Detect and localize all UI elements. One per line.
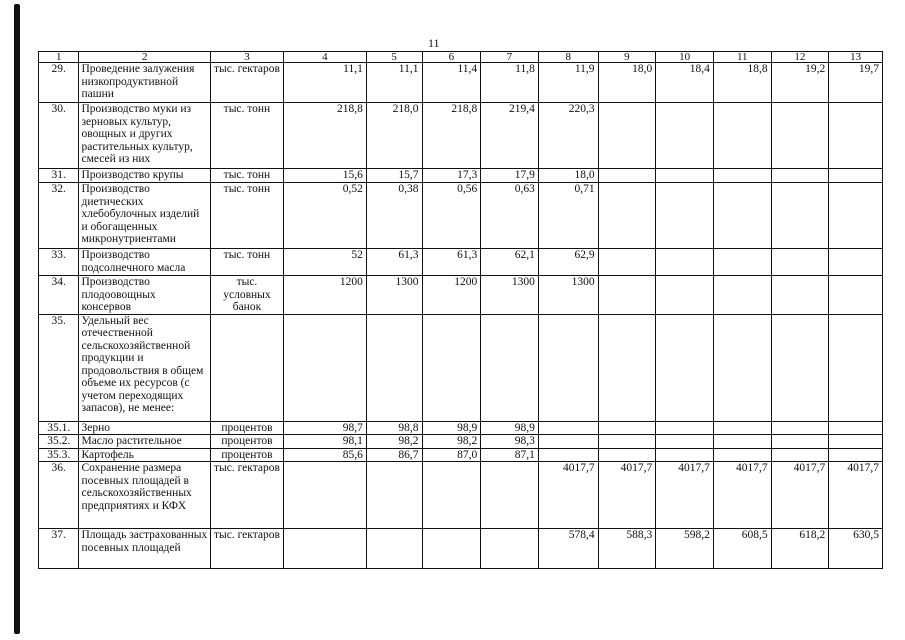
value-cell [481,314,539,421]
value-cell: 11,1 [283,63,366,103]
value-cell: 15,7 [366,169,422,183]
indicator-name-cell: Масло растительное [79,435,211,449]
value-cell: 11,4 [422,63,481,103]
row-index-cell: 35.2. [39,435,79,449]
value-cell: 0,63 [481,183,539,249]
table-row [39,314,883,421]
value-cell [538,421,598,435]
row-index-cell: 29. [39,63,79,103]
value-cell: 0,38 [366,183,422,249]
value-cell [656,435,714,449]
table-row [39,249,883,276]
unit-cell: тыс. гектаров [211,529,284,569]
value-cell [283,314,366,421]
table-row [39,421,883,435]
value-cell [656,421,714,435]
value-cell [598,276,656,315]
column-header: 5 [366,52,422,63]
value-cell [366,529,422,569]
value-cell [598,448,656,462]
value-cell [538,448,598,462]
value-cell: 4017,7 [656,462,714,529]
value-cell: 18,8 [713,63,771,103]
unit-cell: тыс. тонн [211,183,284,249]
value-cell [713,314,771,421]
table-row [39,63,883,103]
value-cell: 11,9 [538,63,598,103]
value-cell [771,183,829,249]
value-cell: 19,7 [829,63,883,103]
value-cell: 61,3 [422,249,481,276]
value-cell [656,448,714,462]
column-header: 9 [598,52,656,63]
row-index-cell: 36. [39,462,79,529]
value-cell [829,448,883,462]
value-cell [481,529,539,569]
value-cell [771,103,829,169]
value-cell [538,435,598,449]
value-cell: 0,71 [538,183,598,249]
value-cell [656,183,714,249]
value-cell: 4017,7 [771,462,829,529]
value-cell: 0,52 [283,183,366,249]
table-row [39,448,883,462]
column-header: 7 [481,52,539,63]
value-cell [713,183,771,249]
value-cell: 17,3 [422,169,481,183]
column-header: 11 [713,52,771,63]
unit-cell: тыс. гектаров [211,462,284,529]
value-cell: 1300 [538,276,598,315]
value-cell [366,462,422,529]
table-row [39,276,883,315]
value-cell [422,529,481,569]
table-row [39,183,883,249]
value-cell: 218,0 [366,103,422,169]
value-cell: 218,8 [283,103,366,169]
value-cell [829,169,883,183]
value-cell [422,314,481,421]
value-cell [598,421,656,435]
indicator-name-cell: Картофель [79,448,211,462]
value-cell: 98,9 [422,421,481,435]
value-cell: 15,6 [283,169,366,183]
value-cell: 1200 [283,276,366,315]
table-row [39,462,883,529]
value-cell: 1300 [481,276,539,315]
value-cell: 61,3 [366,249,422,276]
row-index-cell: 33. [39,249,79,276]
value-cell: 1200 [422,276,481,315]
value-cell [656,249,714,276]
value-cell [598,183,656,249]
value-cell [713,103,771,169]
value-cell [283,462,366,529]
value-cell: 19,2 [771,63,829,103]
unit-cell [211,314,284,421]
indicator-name-cell: Зерно [79,421,211,435]
row-index-cell: 35.3. [39,448,79,462]
table-row [39,435,883,449]
row-index-cell: 34. [39,276,79,315]
unit-cell: тыс. тонн [211,169,284,183]
value-cell: 11,8 [481,63,539,103]
table-row [39,169,883,183]
value-cell: 578,4 [538,529,598,569]
value-cell [713,448,771,462]
value-cell: 98,8 [366,421,422,435]
indicators-table [38,51,883,569]
value-cell [598,314,656,421]
value-cell: 52 [283,249,366,276]
column-header: 10 [656,52,714,63]
row-index-cell: 35. [39,314,79,421]
value-cell: 218,8 [422,103,481,169]
value-cell: 618,2 [771,529,829,569]
table-row [39,529,883,569]
value-cell: 4017,7 [538,462,598,529]
value-cell: 219,4 [481,103,539,169]
indicator-name-cell: Производство плодоовощных консервов [79,276,211,315]
column-header: 12 [771,52,829,63]
value-cell: 98,3 [481,435,539,449]
column-header: 6 [422,52,481,63]
value-cell [771,314,829,421]
value-cell [829,435,883,449]
value-cell: 98,7 [283,421,366,435]
value-cell: 220,3 [538,103,598,169]
value-cell [713,435,771,449]
indicator-name-cell: Производство диетических хлебобулочных изделий и обогащенных микронутриентами [79,183,211,249]
value-cell: 630,5 [829,529,883,569]
value-cell [366,314,422,421]
row-index-cell: 35.1. [39,421,79,435]
value-cell: 86,7 [366,448,422,462]
table-header-row [39,52,883,63]
value-cell [829,276,883,315]
value-cell [829,249,883,276]
value-cell: 87,1 [481,448,539,462]
table-row [39,103,883,169]
value-cell [598,169,656,183]
value-cell: 4017,7 [713,462,771,529]
indicator-name-cell: Производство крупы [79,169,211,183]
unit-cell: тыс. тонн [211,103,284,169]
value-cell: 98,2 [366,435,422,449]
value-cell: 62,9 [538,249,598,276]
value-cell [283,529,366,569]
value-cell: 598,2 [656,529,714,569]
indicator-name-cell: Производство муки из зерновых культур, овощных и других растительных культур, смесей из них [79,103,211,169]
value-cell [713,169,771,183]
value-cell [656,276,714,315]
value-cell: 62,1 [481,249,539,276]
value-cell [771,421,829,435]
unit-cell: процентов [211,448,284,462]
value-cell: 17,9 [481,169,539,183]
column-header: 4 [283,52,366,63]
column-header: 3 [211,52,284,63]
value-cell [598,103,656,169]
row-index-cell: 30. [39,103,79,169]
value-cell: 11,1 [366,63,422,103]
binder-margin-line [14,4,20,634]
value-cell [656,103,714,169]
value-cell: 18,0 [538,169,598,183]
unit-cell: тыс. условных банок [211,276,284,315]
value-cell: 98,1 [283,435,366,449]
value-cell [771,276,829,315]
column-header: 2 [79,52,211,63]
value-cell [713,249,771,276]
row-index-cell: 32. [39,183,79,249]
row-index-cell: 31. [39,169,79,183]
value-cell [771,249,829,276]
value-cell [771,169,829,183]
column-header: 1 [39,52,79,63]
value-cell [422,462,481,529]
value-cell: 87,0 [422,448,481,462]
value-cell: 588,3 [598,529,656,569]
value-cell [656,169,714,183]
unit-cell: тыс. тонн [211,249,284,276]
value-cell [713,421,771,435]
value-cell [829,183,883,249]
indicator-name-cell: Производство подсолнечного масла [79,249,211,276]
value-cell [829,103,883,169]
value-cell: 18,4 [656,63,714,103]
value-cell: 4017,7 [598,462,656,529]
value-cell: 1300 [366,276,422,315]
row-index-cell: 37. [39,529,79,569]
unit-cell: тыс. гектаров [211,63,284,103]
value-cell [656,314,714,421]
column-header: 13 [829,52,883,63]
indicator-name-cell: Удельный вес отечественной сельскохозяйственной продукции и продовольствия в общем объеме их ресурсов (с учетом переходящих запасов), не менее: [79,314,211,421]
indicator-name-cell: Сохранение размера посевных площадей в сельскохозяйственных предприятиях и КФХ [79,462,211,529]
value-cell [481,462,539,529]
value-cell: 18,0 [598,63,656,103]
value-cell [829,421,883,435]
page-number: 11 [428,36,440,50]
column-header: 8 [538,52,598,63]
indicator-name-cell: Проведение залужения низкопродуктивной пашни [79,63,211,103]
value-cell [598,435,656,449]
value-cell [771,435,829,449]
value-cell: 0,56 [422,183,481,249]
value-cell: 98,2 [422,435,481,449]
value-cell: 85,6 [283,448,366,462]
value-cell: 608,5 [713,529,771,569]
unit-cell: процентов [211,421,284,435]
unit-cell: процентов [211,435,284,449]
value-cell [538,314,598,421]
value-cell [713,276,771,315]
value-cell: 98,9 [481,421,539,435]
value-cell: 4017,7 [829,462,883,529]
value-cell [829,314,883,421]
value-cell [771,448,829,462]
indicator-name-cell: Площадь застрахованных посевных площадей [79,529,211,569]
value-cell [598,249,656,276]
